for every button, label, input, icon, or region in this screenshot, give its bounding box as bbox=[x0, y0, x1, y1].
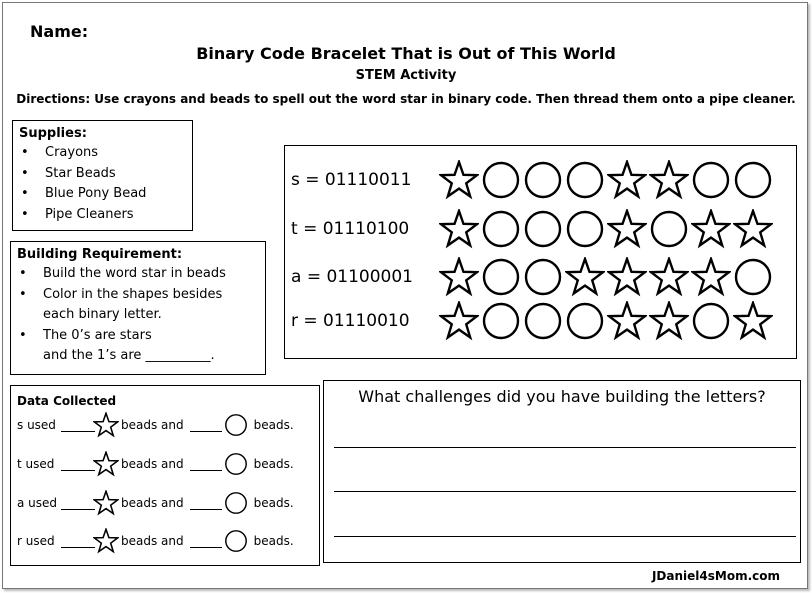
page-title: Binary Code Bracelet That is Out of This World bbox=[196, 44, 616, 63]
directions-text: Directions: Use crayons and beads to spell out the word star in binary code. Then thread them onto a pipe cleaner. bbox=[16, 92, 796, 106]
star-icon bbox=[93, 490, 119, 516]
circle-count-blank[interactable] bbox=[190, 535, 222, 548]
data-row-label: r used bbox=[17, 534, 55, 548]
star-bead-shape bbox=[649, 160, 689, 200]
requirement-item: • Color in the shapes besides bbox=[17, 285, 259, 306]
binary-code-label: t = 01110100 bbox=[291, 219, 410, 239]
circle-bead-shape bbox=[523, 160, 563, 200]
building-list-2 bbox=[17, 326, 259, 347]
answer-line[interactable] bbox=[334, 536, 796, 537]
data-row bbox=[17, 490, 294, 516]
data-row-label: t used bbox=[17, 457, 55, 471]
star-icon bbox=[93, 412, 119, 438]
circle-bead-shape bbox=[649, 209, 689, 249]
circle-count-blank[interactable] bbox=[190, 458, 222, 471]
supply-item: • Pipe Cleaners bbox=[19, 205, 186, 226]
star-bead-shape bbox=[691, 257, 731, 297]
supply-item: • Star Beads bbox=[19, 164, 186, 185]
star-bead-shape bbox=[733, 301, 773, 341]
binary-row bbox=[291, 160, 775, 200]
circle-bead-shape bbox=[523, 301, 563, 341]
binary-row bbox=[291, 257, 775, 297]
star-bead-shape bbox=[439, 301, 479, 341]
requirement-item: • The 0’s are stars bbox=[17, 326, 259, 347]
star-bead-shape bbox=[649, 301, 689, 341]
circle-icon bbox=[224, 413, 248, 437]
star-bead-shape bbox=[607, 301, 647, 341]
circle-bead-shape bbox=[565, 209, 605, 249]
beads-text: beads. bbox=[253, 457, 294, 471]
answer-line[interactable] bbox=[334, 491, 796, 492]
circle-bead-shape bbox=[523, 257, 563, 297]
data-title: Data Collected bbox=[17, 394, 117, 408]
building-requirement-box bbox=[10, 241, 266, 375]
supplies-list bbox=[19, 143, 186, 225]
beads-text: beads. bbox=[253, 418, 294, 432]
circle-bead-shape bbox=[565, 160, 605, 200]
circle-icon bbox=[224, 452, 248, 476]
beads-text: beads. bbox=[253, 534, 294, 548]
star-bead-shape bbox=[439, 209, 479, 249]
binary-code-box bbox=[284, 145, 797, 359]
circle-bead-shape bbox=[733, 160, 773, 200]
supplies-box bbox=[12, 120, 193, 231]
star-count-blank[interactable] bbox=[61, 458, 95, 471]
challenge-question: What challenges did you have building the letters? bbox=[358, 387, 766, 406]
requirement-item-continued: each binary letter. bbox=[43, 307, 162, 322]
circle-bead-shape bbox=[481, 160, 521, 200]
star-bead-shape bbox=[607, 257, 647, 297]
circle-bead-shape bbox=[481, 257, 521, 297]
name-label: Name: bbox=[30, 22, 89, 41]
beads-and-text: beads and bbox=[121, 457, 184, 471]
supply-item: • Blue Pony Bead bbox=[19, 184, 186, 205]
data-row-label: s used bbox=[17, 418, 56, 432]
binary-row bbox=[291, 209, 775, 249]
binary-code-label: a = 01100001 bbox=[291, 267, 413, 287]
star-bead-shape bbox=[439, 160, 479, 200]
building-title: Building Requirement: bbox=[17, 247, 183, 262]
challenge-box bbox=[323, 380, 801, 563]
star-bead-shape bbox=[607, 160, 647, 200]
circle-icon bbox=[224, 529, 248, 553]
beads-text: beads. bbox=[253, 496, 294, 510]
star-bead-shape bbox=[691, 209, 731, 249]
beads-and-text: beads and bbox=[121, 418, 184, 432]
supplies-title: Supplies: bbox=[19, 126, 87, 141]
circle-bead-shape bbox=[565, 301, 605, 341]
star-count-blank[interactable] bbox=[61, 419, 95, 432]
beads-and-text: beads and bbox=[121, 534, 184, 548]
circle-bead-shape bbox=[523, 209, 563, 249]
star-bead-shape bbox=[649, 257, 689, 297]
building-list bbox=[17, 264, 259, 305]
supply-item: • Crayons bbox=[19, 143, 186, 164]
circle-count-blank[interactable] bbox=[190, 419, 222, 432]
data-row-label: a used bbox=[17, 496, 58, 510]
circle-icon bbox=[224, 491, 248, 515]
data-row bbox=[17, 451, 294, 477]
answer-line[interactable] bbox=[334, 447, 796, 448]
circle-bead-shape bbox=[481, 209, 521, 249]
footer-credit: JDaniel4sMom.com bbox=[651, 569, 780, 583]
circle-bead-shape bbox=[733, 257, 773, 297]
binary-row bbox=[291, 301, 775, 341]
star-count-blank[interactable] bbox=[61, 535, 95, 548]
data-row bbox=[17, 412, 294, 438]
beads-and-text: beads and bbox=[121, 496, 184, 510]
star-bead-shape bbox=[607, 209, 647, 249]
binary-code-label: r = 01110010 bbox=[291, 311, 410, 331]
page-subtitle: STEM Activity bbox=[355, 68, 457, 83]
circle-count-blank[interactable] bbox=[190, 497, 222, 510]
requirement-item: • Build the word star in beads bbox=[17, 264, 259, 285]
star-bead-shape bbox=[733, 209, 773, 249]
circle-bead-shape bbox=[691, 301, 731, 341]
star-icon bbox=[93, 451, 119, 477]
star-count-blank[interactable] bbox=[61, 497, 95, 510]
binary-code-label: s = 01110011 bbox=[291, 170, 412, 190]
star-bead-shape bbox=[565, 257, 605, 297]
star-bead-shape bbox=[439, 257, 479, 297]
star-icon bbox=[93, 528, 119, 554]
circle-bead-shape bbox=[481, 301, 521, 341]
circle-bead-shape bbox=[691, 160, 731, 200]
requirement-item-continued: and the 1’s are __________. bbox=[43, 348, 215, 363]
data-row bbox=[17, 528, 294, 554]
